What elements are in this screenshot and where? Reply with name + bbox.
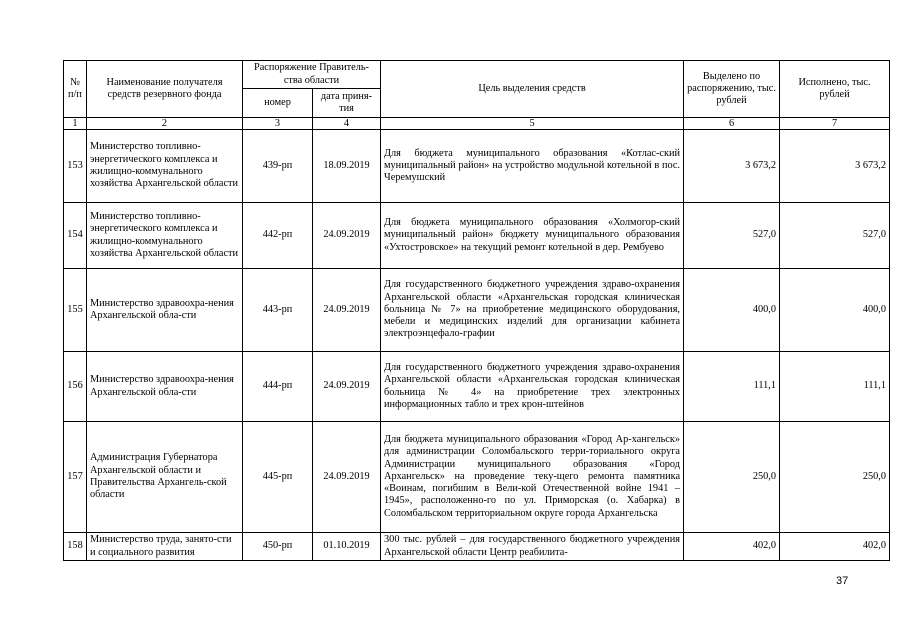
table-row (64, 533, 890, 561)
column-number-row (64, 118, 890, 130)
row-order-date: 24.09.2019 (313, 203, 381, 269)
row-executed: 250,0 (780, 422, 890, 533)
row-executed: 527,0 (780, 203, 890, 269)
row-allocated: 400,0 (684, 269, 780, 352)
row-recipient: Министерство труда, занято-сти и социального развития (87, 533, 243, 561)
row-allocated: 527,0 (684, 203, 780, 269)
row-order-number: 443-рп (243, 269, 313, 352)
row-num: 154 (64, 203, 87, 269)
row-order-date: 01.10.2019 (313, 533, 381, 561)
row-allocated: 402,0 (684, 533, 780, 561)
row-order-number: 442-рп (243, 203, 313, 269)
header-recipient: Наименование получателя средств резервного фонда (87, 61, 243, 118)
row-allocated: 111,1 (684, 352, 780, 422)
header-allocated: Выделено по распоряжению, тыс. рублей (684, 61, 780, 118)
row-num: 158 (64, 533, 87, 561)
header-purpose: Цель выделения средств (381, 61, 684, 118)
row-order-date: 18.09.2019 (313, 130, 381, 203)
header-order-number: номер (243, 89, 313, 118)
header-executed: Исполнено, тыс. рублей (780, 61, 890, 118)
row-num: 156 (64, 352, 87, 422)
row-purpose: Для бюджета муниципального образования «Котлас-ский муниципальный район» на устройство модульной котельной в пос. Черемушский (381, 130, 684, 203)
row-num: 157 (64, 422, 87, 533)
row-order-date: 24.09.2019 (313, 352, 381, 422)
row-recipient: Министерство топливно-энергетического комплекса и жилищно-коммунального хозяйства Архангельской области (87, 203, 243, 269)
table-row (64, 422, 890, 533)
row-executed: 400,0 (780, 269, 890, 352)
row-order-number: 439-рп (243, 130, 313, 203)
row-recipient: Министерство здравоохра-нения Архангельской обла-сти (87, 269, 243, 352)
column-number: 6 (684, 118, 780, 130)
row-executed: 402,0 (780, 533, 890, 561)
header-order: Распоряжение Правитель-ства области (243, 61, 381, 89)
row-allocated: 250,0 (684, 422, 780, 533)
table-row (64, 203, 890, 269)
row-order-number: 445-рп (243, 422, 313, 533)
row-executed: 3 673,2 (780, 130, 890, 203)
column-number: 4 (313, 118, 381, 130)
row-executed: 111,1 (780, 352, 890, 422)
column-number: 3 (243, 118, 313, 130)
table-row (64, 269, 890, 352)
row-purpose: Для государственного бюджетного учреждения здраво-охранения Архангельской области «Архангельская городская клиническая больница № 4» на приобретение трех электронных информационных табло и трех крон-штейнов (381, 352, 684, 422)
reserve-fund-table (63, 60, 890, 561)
row-purpose: 300 тыс. рублей – для государственного бюджетного учреждения Архангельской области Центр реабилита- (381, 533, 684, 561)
row-order-date: 24.09.2019 (313, 422, 381, 533)
row-order-number: 450-рп (243, 533, 313, 561)
row-num: 155 (64, 269, 87, 352)
row-recipient: Администрация Губернатора Архангельской области и Правительства Архангель-ской области (87, 422, 243, 533)
table-row (64, 130, 890, 203)
column-number: 1 (64, 118, 87, 130)
row-allocated: 3 673,2 (684, 130, 780, 203)
row-order-number: 444-рп (243, 352, 313, 422)
row-purpose: Для бюджета муниципального образования «Холмогор-ский муниципальный район» бюджету муниципального образования «Ухтостровское» на текущий ремонт котельной в дер. Рембуево (381, 203, 684, 269)
row-num: 153 (64, 130, 87, 203)
column-number: 7 (780, 118, 890, 130)
column-number: 2 (87, 118, 243, 130)
page-number: 37 (836, 575, 849, 587)
row-purpose: Для бюджета муниципального образования «Город Ар-хангельск» для администрации Соломбальского терри-ториального округа Администрации муниципального образования «Город Архангельск» на проведение теку-щего ремонта памятника «Воинам, погибшим в Вели-кой Отечественной войне 1941 – 1945», расположенно-го по ул. Приморская (о. Хабарка) в Соломбальском территориальном округе города Архангельска (381, 422, 684, 533)
row-recipient: Министерство здравоохра-нения Архангельской обла-сти (87, 352, 243, 422)
row-recipient: Министерство топливно-энергетического комплекса и жилищно-коммунального хозяйства Архангельской области (87, 130, 243, 203)
header-order-date: дата приня-тия (313, 89, 381, 118)
row-purpose: Для государственного бюджетного учреждения здраво-охранения Архангельской области «Архангельская городская клиническая больница № 7» на приобретение медицинского оборудования, мебели и медицинских изделий для организации кабинета электроэнцефало-графии (381, 269, 684, 352)
header-num: № п/п (64, 61, 87, 118)
column-number: 5 (381, 118, 684, 130)
table-row (64, 352, 890, 422)
row-order-date: 24.09.2019 (313, 269, 381, 352)
